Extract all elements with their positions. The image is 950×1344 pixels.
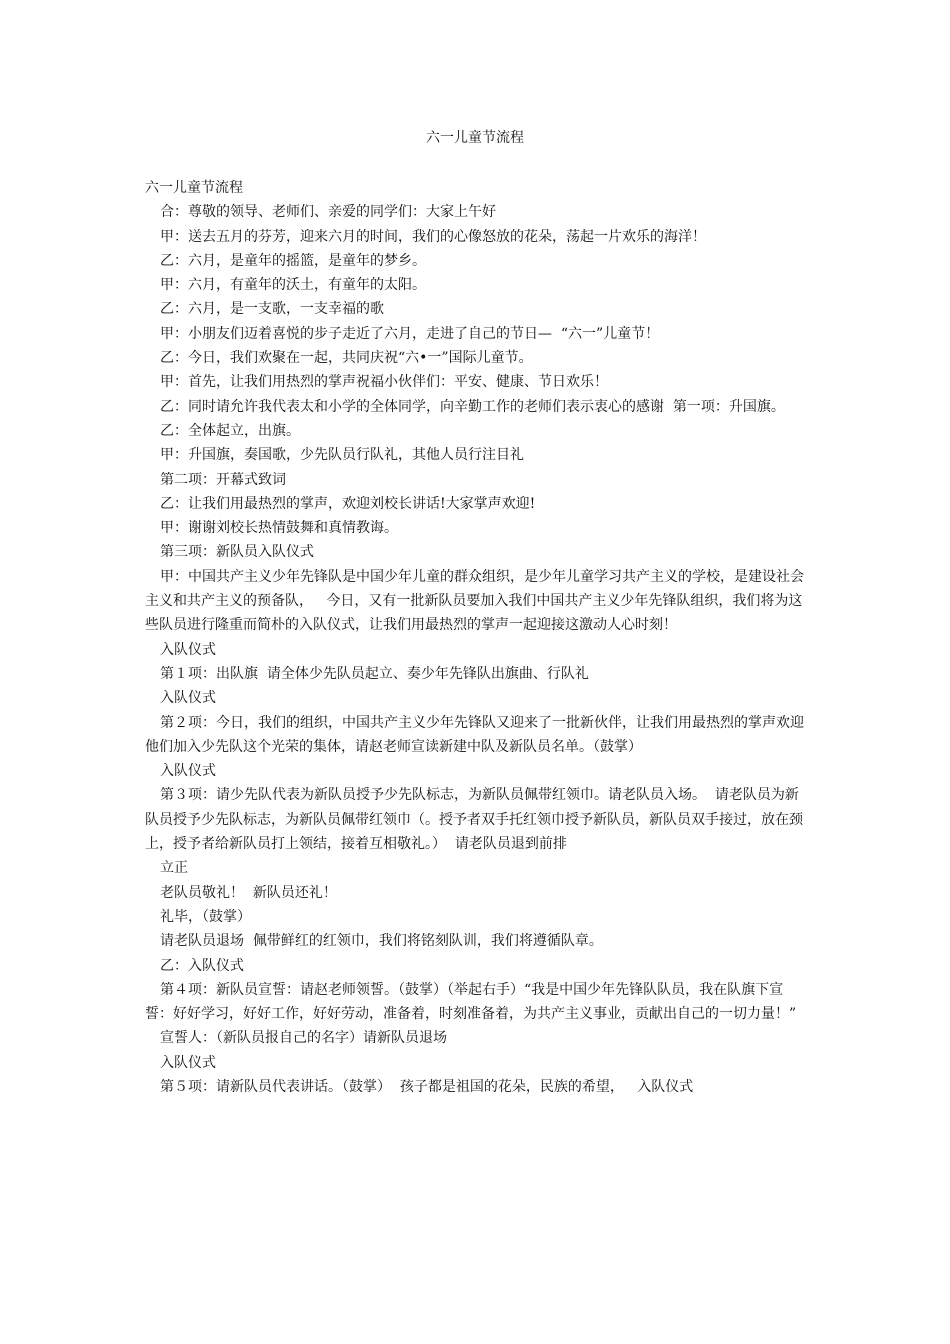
paragraph: 甲：升国旗，奏国歌，少先队员行队礼，其他人员行注目礼 <box>160 447 524 464</box>
paragraph: 入队仪式 <box>160 763 216 780</box>
paragraph: 甲：谢谢刘校长热情鼓舞和真情教诲。 <box>160 520 398 537</box>
paragraph: 宣誓人：（新队员报自己的名字）请新队员退场 <box>160 1030 447 1047</box>
paragraph: 老队员敬礼！ 新队员还礼！ <box>160 884 337 901</box>
document-body <box>145 176 807 1099</box>
paragraph: 立正 <box>160 860 188 877</box>
paragraph: 第二项：开幕式致词 <box>160 471 286 488</box>
paragraph: 合：尊敬的领导、老师们、亲爱的同学们：大家上午好 <box>160 204 496 221</box>
paragraph: 乙：入队仪式 <box>160 957 244 974</box>
paragraph: 入队仪式 <box>160 1054 216 1071</box>
paragraph: 乙：让我们用最热烈的掌声，欢迎刘校长讲话!大家掌声欢迎! <box>160 495 536 512</box>
document-title: 六一儿童节流程 <box>426 130 524 146</box>
paragraph: 甲：六月，有童年的沃土，有童年的太阳。 <box>160 277 426 294</box>
paragraph: 乙：六月，是一支歌，一支幸福的歌 <box>160 301 384 318</box>
paragraph: 第５项：请新队员代表讲话。（鼓掌） 孩子都是祖国的花朵，民族的希望， 入队仪式 <box>160 1078 694 1095</box>
paragraph: 第２项：今日，我们的组织，中国共产主义少年先锋队又迎来了一批新伙伴，让我们用最热烈的掌声欢迎他们加入少先队这个光荣的集体，请赵老师宣读新建中队及新队员名单。（鼓掌） <box>145 714 804 755</box>
paragraph: 乙：全体起立，出旗。 <box>160 422 300 439</box>
paragraph: 第１项：出队旗 请全体少先队员起立、奏少年先锋队出旗曲、行队礼 <box>160 665 589 682</box>
paragraph: 入队仪式 <box>160 690 216 707</box>
paragraph: 乙：同时请允许我代表太和小学的全体同学，向辛勤工作的老师们表示衷心的感谢 第一项：升国旗。 <box>160 398 785 415</box>
paragraph: 第３项：请少先队代表为新队员授予少先队标志，为新队员佩带红领巾。请老队员入场。 请老队员为新队员授予少先队标志，为新队员佩带红领巾（。授予者双手托红领巾授予新队员，新队员双手接过，放在颈上，授予者给新队员打上领结，接着互相敬礼。） 请老队员退到前排 <box>145 787 803 853</box>
paragraph: 甲：送去五月的芬芳，迎来六月的时间，我们的心像怒放的花朵，荡起一片欢乐的海洋！ <box>160 228 706 245</box>
paragraph-heading: 六一儿童节流程 <box>145 180 243 196</box>
paragraph: 请老队员退场 佩带鲜红的红领巾，我们将铭刻队训，我们将遵循队章。 <box>160 933 603 950</box>
paragraph: 第４项：新队员宣誓：请赵老师领誓。（鼓掌）（举起右手）“我是中国少年先锋队队员，我在队旗下宣誓：好好学习，好好工作，好好劳动，准备着，时刻准备着，为共产主义事业，贡献出自己的一切力量！” <box>145 981 797 1023</box>
paragraph: 乙：今日，我们欢聚在一起，共同庆祝“六•一”国际儿童节。 <box>160 350 533 367</box>
paragraph: 甲：中国共产主义少年先锋队是中国少年儿童的群众组织，是少年儿童学习共产主义的学校，是建设社会主义和共产主义的预备队， 今日，又有一批新队员要加入我们中国共产主义少年先锋队组织，我们将为这些队员进行隆重而简朴的入队仪式，让我们用最热烈的掌声一起迎接这激动人心时刻！ <box>145 568 804 634</box>
paragraph: 甲：首先，让我们用热烈的掌声祝福小伙伴们：平安、健康、节日欢乐！ <box>160 374 608 391</box>
paragraph: 甲：小朋友们迈着喜悦的步子走近了六月，走进了自己的节日— “六一”儿童节！ <box>160 325 660 342</box>
paragraph: 乙：六月，是童年的摇篮，是童年的梦乡。 <box>160 252 426 269</box>
paragraph: 第三项：新队员入队仪式 <box>160 544 314 561</box>
paragraph: 入队仪式 <box>160 641 216 658</box>
paragraph: 礼毕，（鼓掌） <box>160 908 251 925</box>
